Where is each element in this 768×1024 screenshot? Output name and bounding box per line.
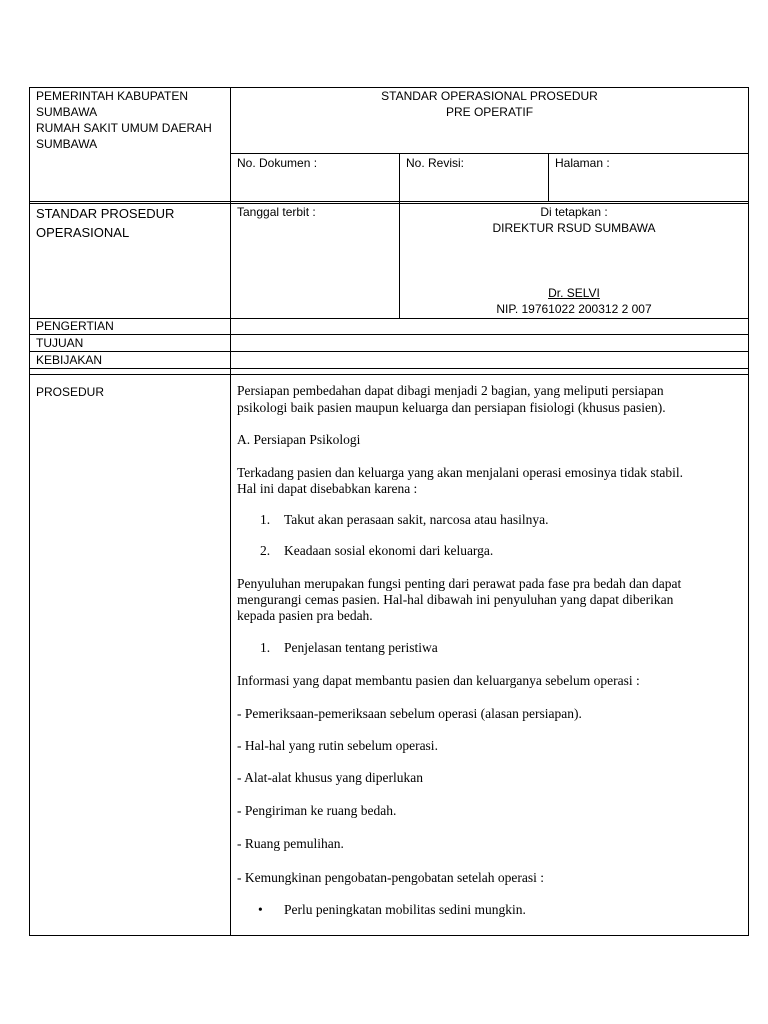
- intro-text: Persiapan pembedahan dapat dibagi menjadi 2 bagian, yang meliputi persiapan: [237, 383, 664, 398]
- direktur-title: DIREKTUR RSUD SUMBAWA: [492, 221, 656, 235]
- document-title: STANDAR OPERASIONAL PROSEDUR: [381, 89, 598, 103]
- pengertian-label: PENGERTIAN: [36, 319, 114, 333]
- ditetapkan-label: Di tetapkan :: [540, 205, 608, 219]
- signatory-nip: NIP. 19761022 200312 2 007: [496, 302, 652, 316]
- list-number: 1.: [260, 512, 271, 527]
- dash-item: - Ruang pemulihan.: [237, 836, 344, 851]
- org-line: PEMERINTAH KABUPATEN: [36, 89, 189, 103]
- list-number: 2.: [260, 543, 271, 558]
- list-item: Penjelasan tentang peristiwa: [284, 640, 438, 655]
- no-revisi-label: No. Revisi:: [406, 156, 465, 170]
- section-heading: A. Persiapan Psikologi: [237, 432, 361, 447]
- paragraph-text: mengurangi cemas pasien. Hal-hal dibawah ini penyuluhan yang dapat diberikan: [237, 592, 674, 607]
- dash-item: - Alat-alat khusus yang diperlukan: [237, 770, 423, 785]
- list-item: Keadaan sosial ekonomi dari keluarga.: [284, 543, 494, 558]
- kebijakan-label: KEBIJAKAN: [36, 353, 103, 367]
- dash-item: - Kemungkinan pengobatan-pengobatan setelah operasi :: [237, 870, 545, 885]
- paragraph-text: Hal ini dapat disebabkan karena :: [237, 481, 418, 496]
- dash-item: - Hal-hal yang rutin sebelum operasi.: [237, 738, 438, 753]
- paragraph-text: Informasi yang dapat membantu pasien dan keluarganya sebelum operasi :: [237, 673, 640, 688]
- bullet-item: Perlu peningkatan mobilitas sedini mungkin.: [284, 902, 526, 917]
- document-subtitle: PRE OPERATIF: [445, 105, 534, 119]
- prosedur-label: PROSEDUR: [36, 385, 105, 399]
- dash-item: - Pemeriksaan-pemeriksaan sebelum operasi (alasan persiapan).: [237, 706, 582, 721]
- list-number: 1.: [260, 640, 271, 655]
- tanggal-terbit-label: Tanggal terbit :: [237, 205, 316, 219]
- org-line: SUMBAWA: [36, 105, 98, 119]
- tujuan-label: TUJUAN: [36, 336, 84, 350]
- list-item: Takut akan perasaan sakit, narcosa atau hasilnya.: [284, 512, 549, 527]
- intro-text: psikologi baik pasien maupun keluarga dan persiapan fisiologi (khusus pasien).: [237, 400, 666, 415]
- paragraph-text: Terkadang pasien dan keluarga yang akan menjalani operasi emosinya tidak stabil.: [237, 465, 684, 480]
- bullet-icon: •: [258, 902, 263, 917]
- org-line: RUMAH SAKIT UMUM DAERAH: [36, 121, 212, 135]
- sop-label-line1: STANDAR PROSEDUR: [36, 206, 175, 221]
- paragraph-text: Penyuluhan merupakan fungsi penting dari perawat pada fase pra bedah dan dapat: [237, 576, 682, 591]
- dash-item: - Pengiriman ke ruang bedah.: [237, 803, 397, 818]
- paragraph-text: kepada pasien pra bedah.: [237, 608, 373, 623]
- sop-label-line2: OPERASIONAL: [36, 225, 130, 240]
- signatory-name: Dr. SELVI: [548, 286, 600, 300]
- no-dokumen-label: No. Dokumen :: [237, 156, 318, 170]
- halaman-label: Halaman :: [555, 156, 610, 170]
- org-line: SUMBAWA: [36, 137, 98, 151]
